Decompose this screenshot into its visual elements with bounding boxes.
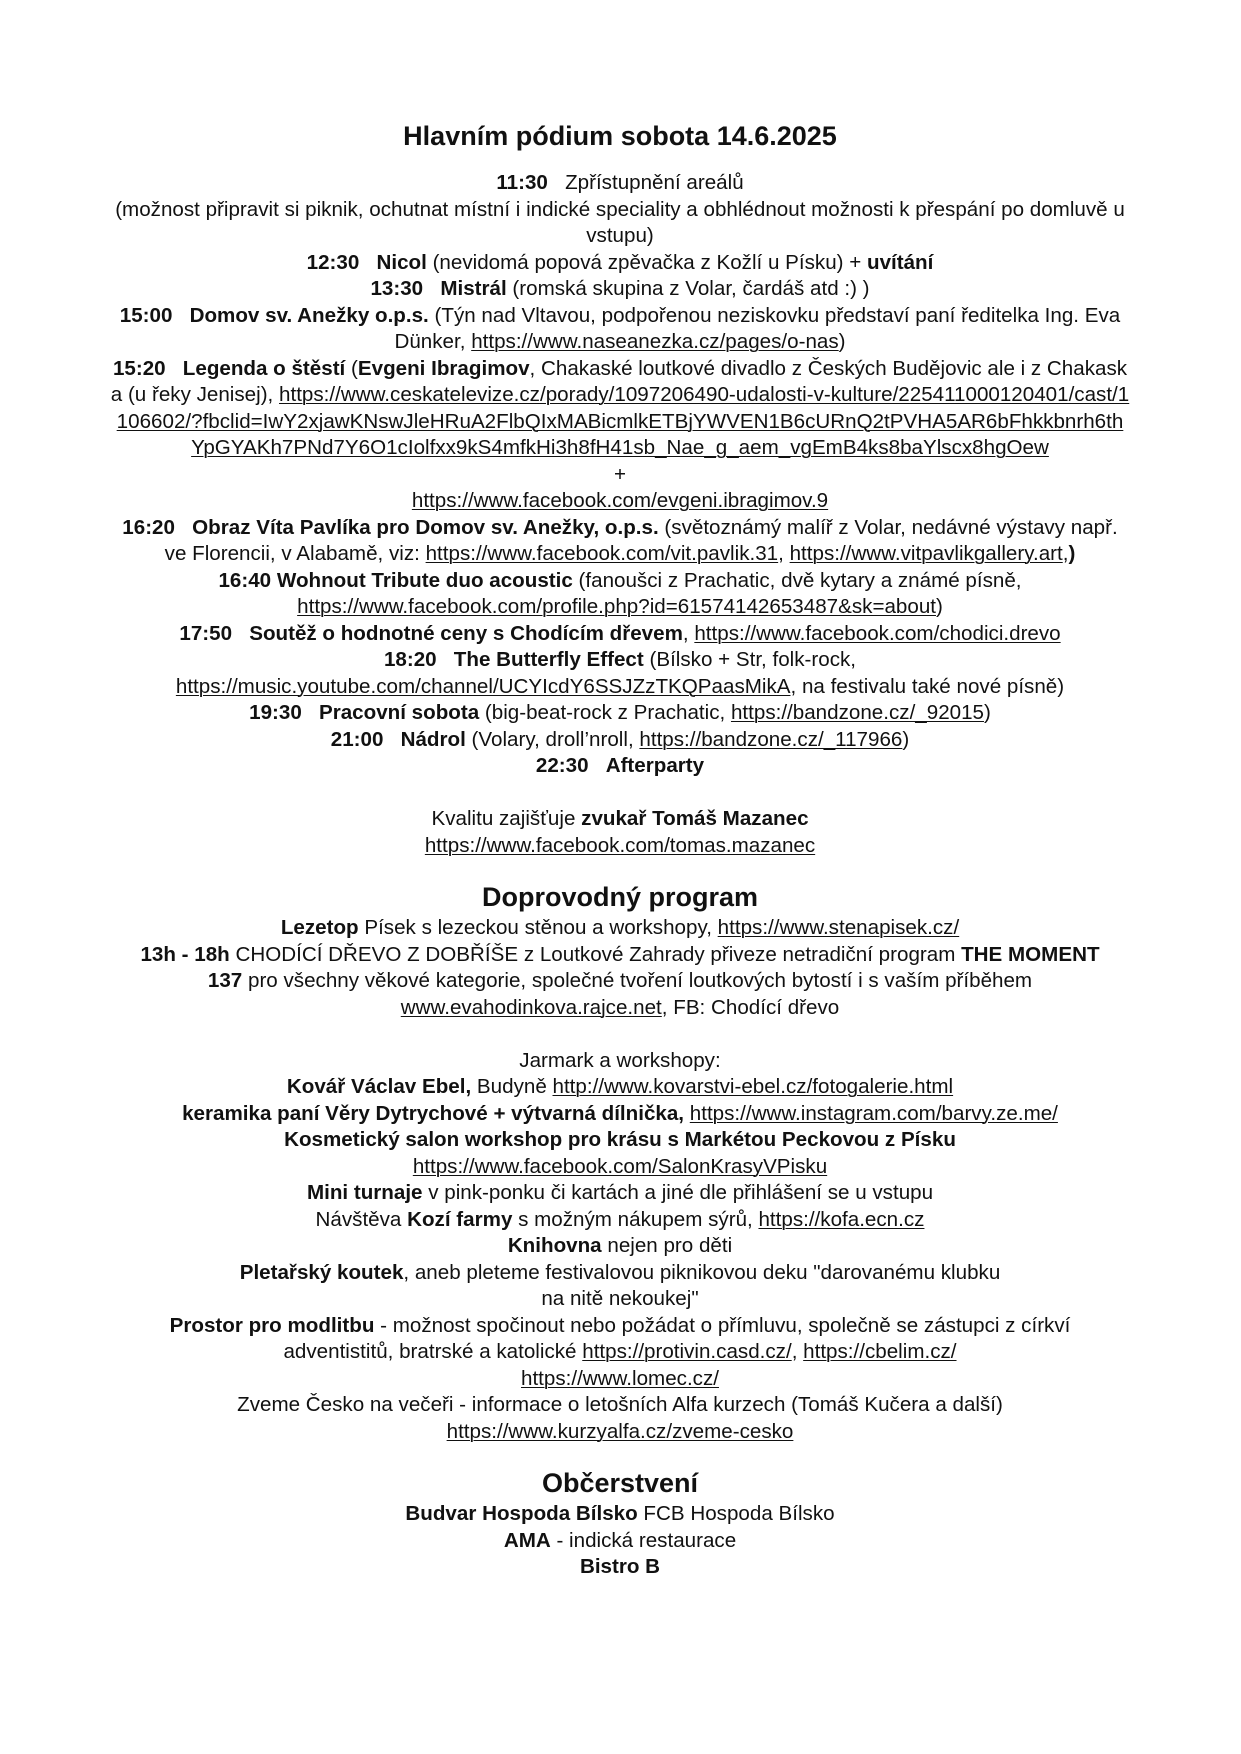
time: 16:40 bbox=[218, 568, 272, 592]
activity-name: Prostor pro modlitbu bbox=[169, 1313, 375, 1337]
facebook-mazanec-link[interactable]: https://www.facebook.com/tomas.mazanec bbox=[424, 833, 816, 857]
performer-name: Mistrál bbox=[440, 277, 507, 300]
time: 19:30 bbox=[249, 701, 302, 724]
schedule-item-1640 bbox=[110, 568, 1130, 621]
activity-text: v pink-ponku či kartách a jiné dle přihlášení se u vstupu bbox=[422, 1181, 934, 1204]
market-item-kosmeticky bbox=[110, 1127, 1130, 1154]
schedule-item-1750 bbox=[110, 621, 1130, 648]
activity-name: Mini turnaje bbox=[306, 1181, 423, 1204]
time: 15:00 bbox=[119, 303, 173, 327]
program-text-2: pro všechny věkové kategorie, společné tvoření loutkových bytostí i s vaším příběhem bbox=[242, 969, 1033, 992]
sound-credit bbox=[110, 806, 1130, 833]
separator: , bbox=[791, 1340, 804, 1363]
vendor-name: Kovář Václav Ebel, bbox=[286, 1075, 472, 1098]
protivin-casd-link[interactable]: https://protivin.casd.cz/ bbox=[582, 1340, 792, 1363]
separator: , bbox=[682, 621, 695, 645]
market-item-kovar bbox=[110, 1074, 1130, 1101]
item-text: (Volary, droll’nroll, bbox=[465, 727, 640, 751]
performer-name: Legenda o štěstí bbox=[182, 356, 346, 380]
facebook-chodici-link[interactable]: https://www.facebook.com/chodici.drevo bbox=[694, 621, 1061, 645]
program-lezetop bbox=[110, 915, 1130, 942]
market-item-modlitba bbox=[110, 1313, 1130, 1366]
performer-name: Domov sv. Anežky o.p.s. bbox=[189, 303, 429, 327]
time: 11:30 bbox=[496, 171, 548, 194]
closing-paren: ) bbox=[902, 727, 910, 751]
time: 12:30 bbox=[306, 250, 360, 274]
market-item-keramika bbox=[110, 1101, 1130, 1128]
schedule-link-line bbox=[110, 488, 1130, 515]
salonkrasy-link[interactable]: https://www.facebook.com/SalonKrasyVPisku bbox=[412, 1154, 828, 1178]
performer-name: Wohnout Tribute duo acoustic bbox=[276, 568, 573, 592]
schedule-item-1130 bbox=[110, 170, 1130, 197]
person-name: Evgeni Ibragimov bbox=[357, 356, 530, 380]
food-item-bistro bbox=[110, 1554, 1130, 1581]
sound-credit-text: Kvalitu zajišťuje bbox=[431, 807, 582, 830]
item-text: (Bílsko + Str, folk-rock, bbox=[643, 648, 857, 671]
schedule-item-2100 bbox=[110, 727, 1130, 754]
activity-name: Knihovna bbox=[507, 1234, 602, 1257]
activity-text: Zveme Česko na večeři - informace o letošních Alfa kurzech (Tomáš Kučera a další) bbox=[237, 1393, 1003, 1416]
item-text: Zpřístupnění areálů bbox=[565, 171, 744, 194]
opening-paren: ( bbox=[345, 356, 358, 380]
item-text: (big-beat-rock z Prachatic, bbox=[479, 701, 731, 724]
closing-paren: ) bbox=[984, 701, 991, 724]
schedule-item-1820 bbox=[110, 647, 1130, 700]
schedule-item-1930 bbox=[110, 700, 1130, 727]
program-name: THE MOMENT 137 bbox=[207, 942, 1100, 992]
performer-name: Nicol bbox=[376, 250, 427, 274]
vendor-text: Budyně bbox=[471, 1075, 553, 1098]
kofa-link[interactable]: https://kofa.ecn.cz bbox=[758, 1207, 925, 1231]
item-text-end: , na festivalu také nové písně) bbox=[790, 674, 1065, 698]
evahodinkova-link[interactable]: www.evahodinkova.rajce.net bbox=[400, 995, 662, 1019]
item-text: , Chakaské loutkové divadlo z Českých Budějovic ale i z Chakaska (u řeky Jenisej), bbox=[110, 356, 1128, 406]
closing-paren: ) bbox=[936, 595, 943, 618]
page-title: Hlavním pódium sobota 14.6.2025 bbox=[403, 121, 837, 151]
facebook-ibragimov-link[interactable]: https://www.facebook.com/evgeni.ibragimov.9 bbox=[411, 489, 829, 512]
time: 22:30 bbox=[535, 754, 589, 777]
food-vendor-text: - indická restaurace bbox=[550, 1528, 737, 1552]
time: 18:20 bbox=[383, 648, 437, 671]
activity-text: - možnost spočinout nebo požádat o přímluvu, společně se zástupci z církví adventistitů, bratrské a katolické bbox=[283, 1313, 1071, 1363]
performer-name: Nádrol bbox=[400, 727, 466, 751]
time: 13:30 bbox=[370, 277, 424, 300]
program-title: Doprovodný program bbox=[481, 882, 758, 912]
closing-paren: ) bbox=[1068, 542, 1076, 565]
stenapisek-link[interactable]: https://www.stenapisek.cz/ bbox=[717, 916, 960, 939]
schedule-item-1620 bbox=[110, 515, 1130, 568]
schedule-item-1230 bbox=[110, 250, 1130, 277]
performer-name: The Butterfly Effect bbox=[453, 648, 644, 671]
bandzone-nadrol-link[interactable]: https://bandzone.cz/_117966 bbox=[639, 727, 903, 751]
cbelim-link[interactable]: https://cbelim.cz/ bbox=[803, 1340, 957, 1363]
lomec-link[interactable]: https://www.lomec.cz/ bbox=[521, 1366, 719, 1390]
food-vendor-name: Budvar Hospoda Bílsko bbox=[405, 1502, 638, 1525]
item-text: (fanoušci z Prachatic, dvě kytary a známé písně, bbox=[572, 568, 1022, 592]
activity-text: , aneb pleteme festivalovou piknikovou deku "darovanému klubku na nitě nekoukej" bbox=[403, 1260, 1001, 1310]
ceskatelevize-link[interactable]: https://www.ceskatelevize.cz/porady/1097206490-udalosti-v-kulture/225411000120401/cast/1106602/?fbclid=IwY2xjawKNswJleHRuA2FlbQIxMABicmlkETBjYWVEN1B6cURnQ2tPVHA5AR6bFhkkbnrh6thYpGYAKh7PNd7Y6O1cIolfxx9kS4mfkHi3h8fH41sb_Nae_g_aem_vgEmB4ks8baYlscx8hgOew bbox=[116, 383, 1130, 459]
market-item-kosmeticky-link-line bbox=[110, 1154, 1130, 1181]
market-item-modlitba-link-line bbox=[110, 1366, 1130, 1393]
separator: , bbox=[778, 542, 790, 565]
food-title: Občerstvení bbox=[541, 1468, 699, 1498]
sound-engineer-name: zvukař Tomáš Mazanec bbox=[581, 807, 809, 830]
market-item-knihovna bbox=[110, 1233, 1130, 1260]
performer-name: Obraz Víta Pavlíka pro Domov sv. Anežky, o.p.s. bbox=[192, 515, 659, 539]
item-text: (světoznámý malíř z Volar, nedávné výstavy např. ve Florencii, v Alabamě, viz: bbox=[164, 515, 1118, 565]
schedule-item-1330 bbox=[110, 276, 1130, 303]
item-text: (romská skupina z Volar, čardáš atd :) ) bbox=[506, 277, 870, 300]
closing-paren: ) bbox=[838, 330, 846, 353]
instagram-barvy-link[interactable]: https://www.instagram.com/barvy.ze.me/ bbox=[689, 1101, 1058, 1125]
food-vendor-name: Bistro B bbox=[579, 1555, 661, 1578]
welcome-text: uvítání bbox=[866, 250, 934, 274]
time: 17:50 bbox=[179, 621, 233, 645]
time: 15:20 bbox=[112, 356, 166, 380]
performer-name: Pracovní sobota bbox=[318, 701, 480, 724]
program-chodici-drevo bbox=[110, 942, 1130, 1022]
activity-name: Pletařský koutek bbox=[239, 1260, 404, 1284]
activity-text-2: s možným nákupem sýrů, bbox=[512, 1207, 759, 1231]
document-content bbox=[110, 118, 1130, 1581]
activity-text: nejen pro děti bbox=[601, 1234, 733, 1257]
food-item-budvar bbox=[110, 1501, 1130, 1528]
schedule-item-2230 bbox=[110, 753, 1130, 780]
vendor-name: Kosmetický salon workshop pro krásu s Markétou Peckovou z Písku bbox=[284, 1128, 956, 1151]
facebook-wohnout-link[interactable]: https://www.facebook.com/profile.php?id=61574142653487&sk=about bbox=[297, 595, 936, 618]
performer-name: Afterparty bbox=[605, 754, 705, 777]
performer-name: Soutěž o hodnotné ceny s Chodícím dřevem bbox=[249, 621, 683, 645]
food-item-ama bbox=[110, 1528, 1130, 1555]
program-name: Lezetop bbox=[280, 916, 359, 939]
activity-name: Kozí farmy bbox=[407, 1207, 513, 1231]
program-text: Písek s lezeckou stěnou a workshopy, bbox=[358, 916, 718, 939]
schedule-item-1500 bbox=[110, 303, 1130, 356]
kurzyalfa-link[interactable]: https://www.kurzyalfa.cz/zveme-cesko bbox=[446, 1419, 794, 1443]
item-text: (Týn nad Vltavou, podpořenou neziskovku představí paní ředitelka Ing. Eva Dünker, bbox=[394, 303, 1121, 353]
plus-sign: + bbox=[613, 462, 627, 486]
item-text: (nevidomá popová zpěvačka z Kožlí u Písku) + bbox=[426, 250, 867, 274]
vitpavlikgallery-link[interactable]: https://www.vitpavlikgallery.art bbox=[789, 542, 1063, 565]
market-title: Jarmark a workshopy: bbox=[519, 1048, 721, 1072]
market-item-pletarsky bbox=[110, 1260, 1130, 1313]
youtube-music-link[interactable]: https://music.youtube.com/channel/UCYIcdY6SSJZzTKQPaasMikA bbox=[175, 674, 791, 698]
program-text-end: , FB: Chodící dřevo bbox=[661, 995, 840, 1019]
program-text: CHODÍCÍ DŘEVO Z DOBŘÍŠE z Loutkové Zahrady přiveze netradiční program bbox=[229, 942, 962, 966]
kovarstvi-link[interactable]: http://www.kovarstvi-ebel.cz/fotogalerie.html bbox=[552, 1075, 954, 1098]
sound-link-line bbox=[110, 833, 1130, 860]
comma: , bbox=[1062, 542, 1069, 565]
food-vendor-name: AMA bbox=[503, 1528, 551, 1552]
schedule-item-1520 bbox=[110, 356, 1130, 462]
time: 21:00 bbox=[330, 727, 384, 751]
time: 16:20 bbox=[122, 515, 175, 539]
naseanezka-link[interactable]: https://www.naseanezka.cz/pages/o-nas bbox=[471, 330, 839, 353]
program-time: 13h - 18h bbox=[140, 942, 230, 966]
market-item-kozi-farma bbox=[110, 1207, 1130, 1234]
market-item-mini-turnaje bbox=[110, 1180, 1130, 1207]
food-vendor-text: FCB Hospoda Bílsko bbox=[637, 1502, 835, 1525]
bandzone-pracovni-link[interactable]: https://bandzone.cz/_92015 bbox=[730, 701, 985, 724]
vendor-name: keramika paní Věry Dytrychové + výtvarná dílnička, bbox=[182, 1101, 685, 1125]
schedule-note-1130: (možnost připravit si piknik, ochutnat místní i indické speciality a obhlédnout možnosti k přespání po domluvě u vstupu) bbox=[115, 197, 1125, 247]
facebook-pavlik-link[interactable]: https://www.facebook.com/vit.pavlik.31 bbox=[425, 542, 779, 565]
activity-text: Návštěva bbox=[315, 1207, 408, 1231]
market-item-alfa bbox=[110, 1392, 1130, 1445]
